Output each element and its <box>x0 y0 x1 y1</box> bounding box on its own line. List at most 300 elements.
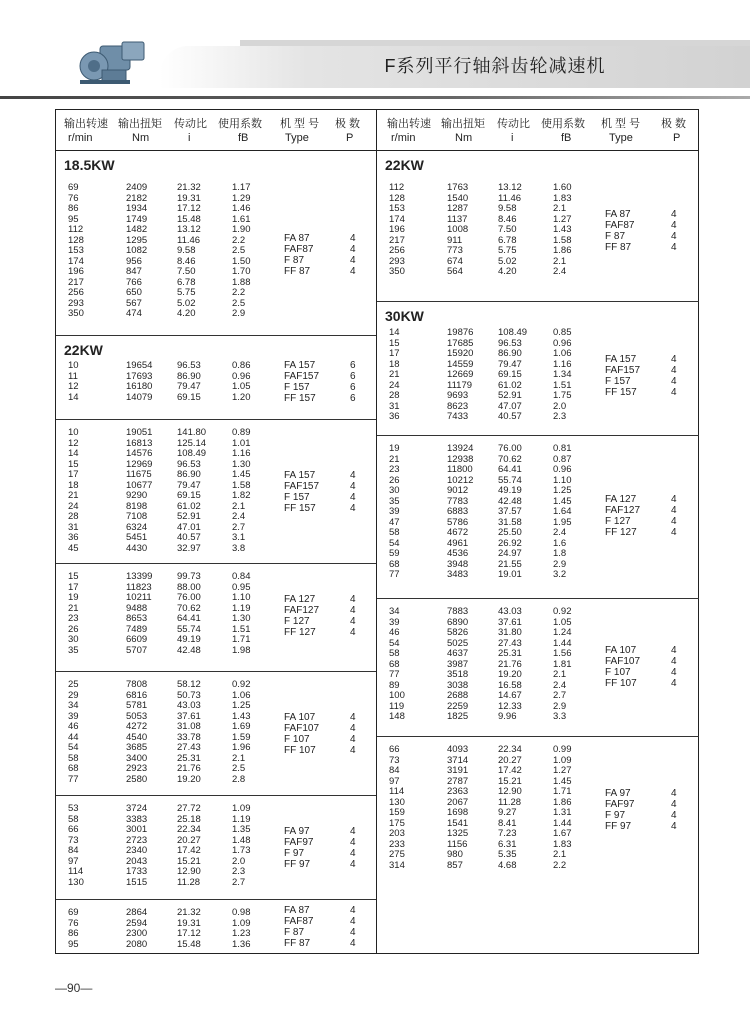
type-poles: 4 <box>350 503 356 514</box>
hdr-poles: 极 数 <box>335 118 361 130</box>
cell-torque: 2787 <box>447 775 469 787</box>
cell-factor: 1.96 <box>232 742 251 753</box>
cell-factor: 1.16 <box>232 448 251 459</box>
cell-ratio: 11.46 <box>177 234 201 246</box>
cell-torque: 3987 <box>447 658 469 670</box>
cell-torque: 2688 <box>447 690 469 701</box>
cell-speed: 350 <box>68 308 84 319</box>
cell-factor: 0.96 <box>553 337 572 349</box>
cell-ratio: 12.90 <box>498 786 522 797</box>
cell-speed: 35 <box>389 495 400 507</box>
type-model: FAF127 <box>284 605 320 616</box>
type-model: F 157 <box>605 376 631 387</box>
cell-ratio: 17.42 <box>498 765 522 776</box>
cell-torque: 5781 <box>126 700 148 711</box>
cell-torque: 3383 <box>126 813 148 825</box>
cell-factor: 2.7 <box>232 521 246 533</box>
type-model: FF 127 <box>605 527 637 538</box>
type-model: FF 157 <box>284 393 316 404</box>
cell-speed: 58 <box>68 752 79 764</box>
cell-speed: 217 <box>389 234 405 246</box>
cell-factor: 1.43 <box>232 710 251 722</box>
cell-factor: 2.9 <box>553 558 567 570</box>
type-model: FA 107 <box>284 712 316 723</box>
cell-torque: 3483 <box>447 569 469 580</box>
cell-factor: 0.92 <box>553 606 572 617</box>
cell-speed: 69 <box>68 907 79 918</box>
cell-factor: 1.10 <box>232 592 251 603</box>
page-number: —90— <box>55 981 93 995</box>
cell-speed: 256 <box>68 287 84 298</box>
cell-ratio: 55.74 <box>498 474 522 486</box>
cell-speed: 34 <box>68 700 79 711</box>
type-poles: 6 <box>350 382 356 393</box>
block-R2 <box>377 302 699 436</box>
cell-factor: 2.8 <box>232 773 246 785</box>
type-model: FAF87 <box>284 916 314 927</box>
cell-torque: 1008 <box>447 224 469 235</box>
cell-torque: 3518 <box>447 669 469 680</box>
type-poles: 4 <box>350 745 356 756</box>
type-model: FAF107 <box>284 723 320 734</box>
cell-speed: 68 <box>389 558 400 570</box>
cell-speed: 153 <box>68 245 84 256</box>
cell-ratio: 141.80 <box>177 427 207 438</box>
cell-torque: 10677 <box>126 479 153 491</box>
cell-ratio: 55.74 <box>177 623 201 635</box>
cell-speed: 54 <box>68 742 79 753</box>
cell-factor: 1.24 <box>553 627 572 638</box>
cell-torque: 3038 <box>447 679 469 691</box>
type-poles: 4 <box>350 927 356 938</box>
cell-speed: 159 <box>389 807 405 818</box>
cell-ratio: 47.07 <box>498 400 522 412</box>
cell-ratio: 19.20 <box>177 773 201 785</box>
left-column <box>56 110 376 953</box>
type-model: F 107 <box>605 667 631 678</box>
cell-torque: 12669 <box>447 369 474 380</box>
cell-factor: 3.1 <box>232 532 246 543</box>
cell-factor: 1.43 <box>553 224 572 235</box>
cell-speed: 53 <box>68 803 79 814</box>
cell-factor: 1.31 <box>553 807 572 818</box>
cell-speed: 15 <box>68 458 79 470</box>
cell-factor: 1.20 <box>232 391 251 403</box>
cell-torque: 2300 <box>126 928 148 939</box>
cell-ratio: 24.97 <box>498 548 522 559</box>
cell-speed: 119 <box>389 700 405 712</box>
cell-ratio: 61.02 <box>498 379 522 391</box>
cell-factor: 3.8 <box>232 542 246 554</box>
cell-ratio: 5.75 <box>177 287 196 298</box>
cell-speed: 128 <box>68 234 84 246</box>
type-poles: 4 <box>671 220 677 231</box>
cell-speed: 23 <box>68 613 79 624</box>
type-model: F 87 <box>605 231 626 242</box>
type-model: FAF97 <box>605 799 635 810</box>
cell-factor: 1.59 <box>232 731 251 743</box>
cell-ratio: 70.62 <box>498 453 522 465</box>
cell-factor: 1.6 <box>553 537 567 549</box>
cell-ratio: 6.78 <box>498 234 517 246</box>
cell-factor: 2.5 <box>232 245 246 256</box>
cell-factor: 2.0 <box>232 855 246 867</box>
type-poles: 6 <box>350 360 356 371</box>
cell-factor: 0.85 <box>553 327 572 338</box>
cell-ratio: 108.49 <box>498 327 528 338</box>
type-poles: 4 <box>671 494 677 505</box>
cell-torque: 17693 <box>126 370 153 382</box>
type-poles: 4 <box>350 616 356 627</box>
cell-factor: 1.51 <box>232 623 251 635</box>
cell-factor: 1.88 <box>232 276 251 288</box>
hdr-speed: 输出转速 <box>64 118 108 130</box>
cell-ratio: 69.15 <box>498 369 522 380</box>
cell-torque: 2080 <box>126 938 148 950</box>
cell-speed: 58 <box>389 648 400 659</box>
type-model: FA 157 <box>284 470 316 481</box>
type-model: FA 87 <box>605 209 631 220</box>
cell-ratio: 70.62 <box>177 602 201 614</box>
cell-torque: 5826 <box>447 627 469 638</box>
type-model: FAF97 <box>284 837 314 848</box>
page-banner <box>0 40 750 102</box>
cell-torque: 2043 <box>126 855 148 867</box>
cell-speed: 196 <box>389 224 405 235</box>
cell-factor: 1.09 <box>553 754 572 766</box>
cell-torque: 8653 <box>126 613 148 624</box>
cell-ratio: 43.03 <box>177 700 201 711</box>
type-poles: 4 <box>671 821 677 832</box>
type-poles: 4 <box>671 376 677 387</box>
cell-factor: 0.96 <box>232 370 251 382</box>
cell-factor: 1.67 <box>553 828 572 839</box>
cell-speed: 54 <box>389 637 400 649</box>
cell-torque: 1749 <box>126 213 148 225</box>
cell-ratio: 13.12 <box>498 182 522 193</box>
type-model: F 127 <box>284 616 310 627</box>
cell-torque: 13924 <box>447 443 474 454</box>
cell-torque: 2594 <box>126 917 148 929</box>
cell-speed: 23 <box>389 464 400 475</box>
hdr-poles-sym: P <box>673 132 681 144</box>
type-model: F 127 <box>605 516 631 527</box>
cell-torque: 6883 <box>447 506 469 517</box>
power-label: 22KW <box>385 157 424 173</box>
type-poles: 4 <box>671 209 677 220</box>
cell-ratio: 27.43 <box>177 742 201 753</box>
cell-speed: 21 <box>68 490 79 501</box>
cell-speed: 130 <box>389 796 405 808</box>
cell-factor: 1.05 <box>553 616 572 628</box>
cell-speed: 293 <box>389 255 405 267</box>
cell-factor: 2.4 <box>553 527 567 538</box>
type-model: FF 107 <box>284 745 316 756</box>
type-model: FAF87 <box>284 244 314 255</box>
cell-factor: 1.58 <box>232 479 251 491</box>
cell-speed: 45 <box>68 542 79 554</box>
cell-ratio: 43.03 <box>498 606 522 617</box>
cell-ratio: 15.48 <box>177 938 201 950</box>
type-poles: 4 <box>671 678 677 689</box>
type-model: FAF157 <box>284 371 320 382</box>
cell-speed: 77 <box>68 773 79 785</box>
cell-torque: 14576 <box>126 448 153 459</box>
type-poles: 4 <box>350 266 356 277</box>
cell-factor: 0.92 <box>232 679 251 690</box>
cell-torque: 6609 <box>126 634 148 645</box>
cell-speed: 14 <box>68 391 79 403</box>
cell-torque: 956 <box>126 255 142 267</box>
block-L5 <box>56 672 376 796</box>
cell-ratio: 79.47 <box>498 358 522 370</box>
cell-ratio: 6.78 <box>177 276 196 288</box>
type-model: FA 87 <box>284 905 310 916</box>
cell-ratio: 22.34 <box>177 824 201 835</box>
cell-ratio: 7.23 <box>498 828 517 839</box>
type-poles: 4 <box>350 244 356 255</box>
cell-ratio: 12.90 <box>177 866 201 877</box>
cell-factor: 1.46 <box>232 203 251 214</box>
hdr-poles: 极 数 <box>661 118 687 130</box>
block-L1 <box>56 151 376 336</box>
cell-ratio: 20.27 <box>498 754 522 766</box>
cell-speed: 100 <box>389 690 405 701</box>
cell-speed: 14 <box>389 327 400 338</box>
cell-ratio: 4.68 <box>498 859 517 871</box>
hdr-ratio: 传动比 <box>174 118 207 130</box>
cell-speed: 36 <box>389 411 400 422</box>
block-R4 <box>377 599 699 737</box>
cell-factor: 3.2 <box>553 569 567 580</box>
cell-ratio: 25.31 <box>498 648 522 659</box>
cell-ratio: 96.53 <box>177 458 201 470</box>
cell-torque: 650 <box>126 287 142 298</box>
cell-ratio: 19.20 <box>498 669 522 680</box>
cell-ratio: 17.42 <box>177 845 201 856</box>
cell-torque: 13399 <box>126 571 153 582</box>
cell-factor: 1.48 <box>232 834 251 846</box>
type-poles: 4 <box>350 723 356 734</box>
hdr-factor: 使用系数 <box>218 118 262 130</box>
cell-torque: 1698 <box>447 807 469 818</box>
type-model: FAF127 <box>605 505 641 516</box>
block-R5 <box>377 737 699 957</box>
cell-ratio: 96.53 <box>498 337 522 349</box>
cell-torque: 1295 <box>126 234 148 246</box>
cell-speed: 26 <box>389 474 400 486</box>
cell-torque: 7108 <box>126 511 148 522</box>
cell-factor: 1.50 <box>232 255 251 267</box>
cell-torque: 911 <box>447 234 463 246</box>
cell-factor: 0.98 <box>232 907 251 918</box>
cell-speed: 46 <box>389 627 400 638</box>
cell-torque: 6324 <box>126 521 148 533</box>
cell-factor: 1.09 <box>232 917 251 929</box>
cell-ratio: 86.90 <box>177 370 201 382</box>
hdr-speed: 输出转速 <box>387 118 431 130</box>
cell-speed: 275 <box>389 849 405 860</box>
cell-factor: 0.95 <box>232 581 251 593</box>
block-L6 <box>56 796 376 900</box>
cell-factor: 1.95 <box>553 516 572 528</box>
cell-torque: 19654 <box>126 360 153 371</box>
cell-torque: 1515 <box>126 876 148 888</box>
cell-torque: 567 <box>126 297 142 309</box>
type-model: F 157 <box>284 492 310 503</box>
type-model: FA 97 <box>284 826 310 837</box>
cell-speed: 19 <box>389 443 400 454</box>
type-poles: 4 <box>350 470 356 481</box>
cell-ratio: 52.91 <box>498 390 522 401</box>
cell-ratio: 99.73 <box>177 571 201 582</box>
type-poles: 6 <box>350 371 356 382</box>
cell-factor: 2.2 <box>553 859 567 871</box>
cell-ratio: 42.48 <box>177 644 201 656</box>
cell-speed: 293 <box>68 297 84 309</box>
cell-torque: 674 <box>447 255 463 267</box>
cell-ratio: 11.28 <box>177 876 201 888</box>
cell-ratio: 40.57 <box>498 411 522 422</box>
cell-ratio: 15.21 <box>498 775 522 787</box>
cell-speed: 31 <box>68 521 79 533</box>
cell-factor: 1.16 <box>553 358 572 370</box>
cell-ratio: 47.01 <box>177 521 201 533</box>
type-poles: 4 <box>350 938 356 949</box>
cell-speed: 350 <box>389 266 405 277</box>
cell-torque: 6890 <box>447 616 469 628</box>
cell-torque: 4540 <box>126 731 148 743</box>
type-poles: 4 <box>350 627 356 638</box>
cell-ratio: 32.97 <box>177 542 201 554</box>
cell-speed: 31 <box>389 400 400 412</box>
cell-speed: 68 <box>68 763 79 774</box>
cell-torque: 16813 <box>126 437 153 449</box>
cell-speed: 148 <box>389 711 405 722</box>
cell-factor: 1.17 <box>232 182 251 193</box>
cell-speed: 24 <box>68 500 79 512</box>
cell-torque: 2864 <box>126 907 148 918</box>
cell-torque: 1763 <box>447 182 469 193</box>
cell-ratio: 40.57 <box>177 532 201 543</box>
cell-torque: 1733 <box>126 866 148 877</box>
cell-torque: 773 <box>447 245 463 256</box>
type-poles: 4 <box>671 231 677 242</box>
cell-ratio: 79.47 <box>177 381 201 392</box>
type-poles: 4 <box>350 905 356 916</box>
cell-speed: 217 <box>68 276 84 288</box>
cell-speed: 26 <box>68 623 79 635</box>
cell-speed: 34 <box>389 606 400 617</box>
type-poles: 4 <box>350 712 356 723</box>
type-model: F 107 <box>284 734 310 745</box>
cell-speed: 19 <box>68 592 79 603</box>
cell-torque: 3191 <box>447 765 469 776</box>
hdr-torque: 输出扭矩 <box>118 118 162 130</box>
cell-speed: 114 <box>389 786 405 797</box>
cell-factor: 1.83 <box>553 192 572 204</box>
cell-factor: 2.7 <box>553 690 567 701</box>
cell-speed: 30 <box>389 485 400 496</box>
cell-torque: 1541 <box>447 817 469 829</box>
cell-ratio: 21.32 <box>177 907 201 918</box>
cell-ratio: 6.31 <box>498 838 517 850</box>
cell-torque: 474 <box>126 308 142 319</box>
cell-torque: 12969 <box>126 458 153 470</box>
cell-factor: 2.2 <box>232 287 246 298</box>
hdr-factor: 使用系数 <box>541 118 585 130</box>
block-L2 <box>56 336 376 420</box>
cell-torque: 1325 <box>447 828 469 839</box>
cell-speed: 58 <box>389 527 400 538</box>
cell-torque: 3685 <box>126 742 148 753</box>
type-model: FF 97 <box>605 821 632 832</box>
cell-ratio: 108.49 <box>177 448 207 459</box>
cell-factor: 1.69 <box>232 721 251 732</box>
cell-factor: 2.9 <box>553 700 567 712</box>
cell-torque: 19876 <box>447 327 474 338</box>
cell-ratio: 12.33 <box>498 700 522 712</box>
cell-torque: 2182 <box>126 192 148 204</box>
hdr-type-en: Type <box>285 132 309 144</box>
cell-ratio: 61.02 <box>177 500 201 512</box>
cell-ratio: 21.32 <box>177 182 201 193</box>
power-label: 30KW <box>385 308 424 324</box>
cell-torque: 11675 <box>126 469 152 480</box>
cell-ratio: 17.12 <box>177 203 201 214</box>
cell-ratio: 31.58 <box>498 516 522 528</box>
header-rule <box>0 96 750 99</box>
type-poles: 4 <box>671 645 677 656</box>
type-model: FF 107 <box>605 678 637 689</box>
cell-speed: 12 <box>68 381 79 392</box>
hdr-torque: 输出扭矩 <box>441 118 485 130</box>
cell-torque: 9488 <box>126 602 148 614</box>
hdr-speed-unit: r/min <box>391 132 416 144</box>
cell-factor: 1.86 <box>553 796 572 808</box>
cell-factor: 1.34 <box>553 369 572 380</box>
cell-ratio: 37.61 <box>177 710 201 722</box>
cell-torque: 11800 <box>447 464 473 475</box>
type-model: FAF157 <box>284 481 320 492</box>
cell-speed: 89 <box>389 679 400 691</box>
cell-speed: 28 <box>389 390 400 401</box>
cell-speed: 76 <box>68 917 79 929</box>
cell-speed: 21 <box>389 453 400 465</box>
cell-ratio: 69.15 <box>177 490 201 501</box>
cell-ratio: 20.27 <box>177 834 201 846</box>
cell-speed: 35 <box>68 644 79 656</box>
type-poles: 4 <box>350 859 356 870</box>
cell-factor: 1.05 <box>232 381 251 392</box>
cell-speed: 28 <box>68 511 79 522</box>
cell-torque: 4430 <box>126 542 148 554</box>
cell-speed: 128 <box>389 192 405 204</box>
cell-ratio: 21.76 <box>498 658 522 670</box>
cell-torque: 847 <box>126 266 142 277</box>
cell-factor: 1.45 <box>232 469 251 480</box>
cell-ratio: 25.31 <box>177 752 201 764</box>
cell-ratio: 58.12 <box>177 679 201 690</box>
cell-ratio: 50.73 <box>177 689 201 701</box>
cell-factor: 3.3 <box>553 711 567 722</box>
cell-torque: 1934 <box>126 203 148 214</box>
cell-torque: 14559 <box>447 358 474 370</box>
cell-torque: 1825 <box>447 711 469 722</box>
cell-ratio: 27.72 <box>177 803 201 814</box>
cell-factor: 1.23 <box>232 928 251 939</box>
cell-torque: 2580 <box>126 773 148 785</box>
